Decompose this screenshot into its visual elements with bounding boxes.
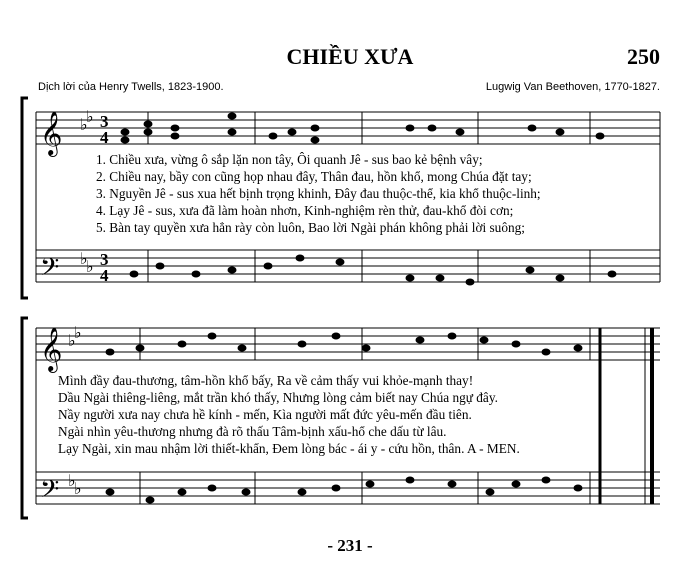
flat-icon: ♭ xyxy=(80,249,88,268)
verse-line: Dầu Ngài thiêng-liêng, mắt trần khó thấy, Nhưng lòng cảm biết nay Chúa ngự đây. xyxy=(58,390,498,405)
verse-line: Lạy Ngài, xin mau nhậm lời thiết-khẩn, Đem lòng bác - ái y - cứu hồn, thân. A - MEN. xyxy=(58,441,520,456)
verse-line: 4. Lạy Jê - sus, xưa đã làm hoàn nhơn, Kinh-nghiệm rèn thử, đau-khổ đòi cơn; xyxy=(96,203,514,218)
page-number: - 231 - xyxy=(327,536,373,555)
verse-line: Mình đầy đau-thương, tâm-hồn khổ bấy, Ra về cảm thấy vui khỏe-mạnh thay! xyxy=(58,373,474,388)
verse-line: 1. Chiều xưa, vừng ô sắp lặn non tây, Ôi quanh Jê - sus bao kẻ bệnh vây; xyxy=(96,152,483,167)
hymn-number: 250 xyxy=(627,44,660,69)
flat-icon: ♭ xyxy=(80,115,88,134)
verse-line: Nầy người xưa nay chưa hề kính - mến, Kìa người mất đức yêu-mến đầu tiên. xyxy=(58,407,472,422)
flat-icon: ♭ xyxy=(68,471,76,490)
flat-icon: ♭ xyxy=(86,257,94,276)
staff-treble-2 xyxy=(36,328,660,360)
time-signature-bottom: 4 xyxy=(100,128,109,147)
time-signature-top: 3 xyxy=(100,112,109,131)
verse-line: 3. Nguyền Jê - sus xua hết bịnh trọng khinh, Đây đau thuộc-thể, kia khổ thuộc-linh; xyxy=(96,186,541,201)
system-bracket-2 xyxy=(22,318,28,518)
verse-line: 2. Chiều nay, bầy con cũng họp nhau đây, Thân đau, hồn khổ, mong Chúa đặt tay; xyxy=(96,169,532,184)
lyricist-credit: Dịch lời của Henry Twells, 1823-1900. xyxy=(38,81,224,93)
time-signature-top: 3 xyxy=(100,250,109,269)
composer-credit: Lugwig Van Beethoven, 1770-1827. xyxy=(485,81,660,93)
verse-line: 5. Bàn tay quyền xưa hẳn rày còn luôn, Bao lời Ngài phán không phải lời suông; xyxy=(96,220,525,235)
system-bracket xyxy=(22,98,28,298)
bass-clef-icon: 𝄢 xyxy=(40,253,60,288)
flat-icon: ♭ xyxy=(68,331,76,350)
treble-clef-icon: 𝄞 xyxy=(40,111,63,155)
verse-line: Ngài nhìn yêu-thương nhưng đà rõ thấu Tâm-bịnh xấu-hổ che dấu từ lâu. xyxy=(58,424,447,439)
bass-clef-icon: 𝄢 xyxy=(40,475,60,510)
flat-icon: ♭ xyxy=(74,323,82,342)
staff-bass-2 xyxy=(36,472,660,504)
time-signature-bottom: 4 xyxy=(100,266,109,285)
flat-icon: ♭ xyxy=(86,107,94,126)
flat-icon: ♭ xyxy=(74,479,82,498)
hymn-title: CHIỀU XƯA xyxy=(286,44,414,69)
staff-treble-1 xyxy=(36,112,660,144)
staff-bass-1 xyxy=(36,250,660,282)
treble-clef-icon: 𝄞 xyxy=(40,327,63,371)
